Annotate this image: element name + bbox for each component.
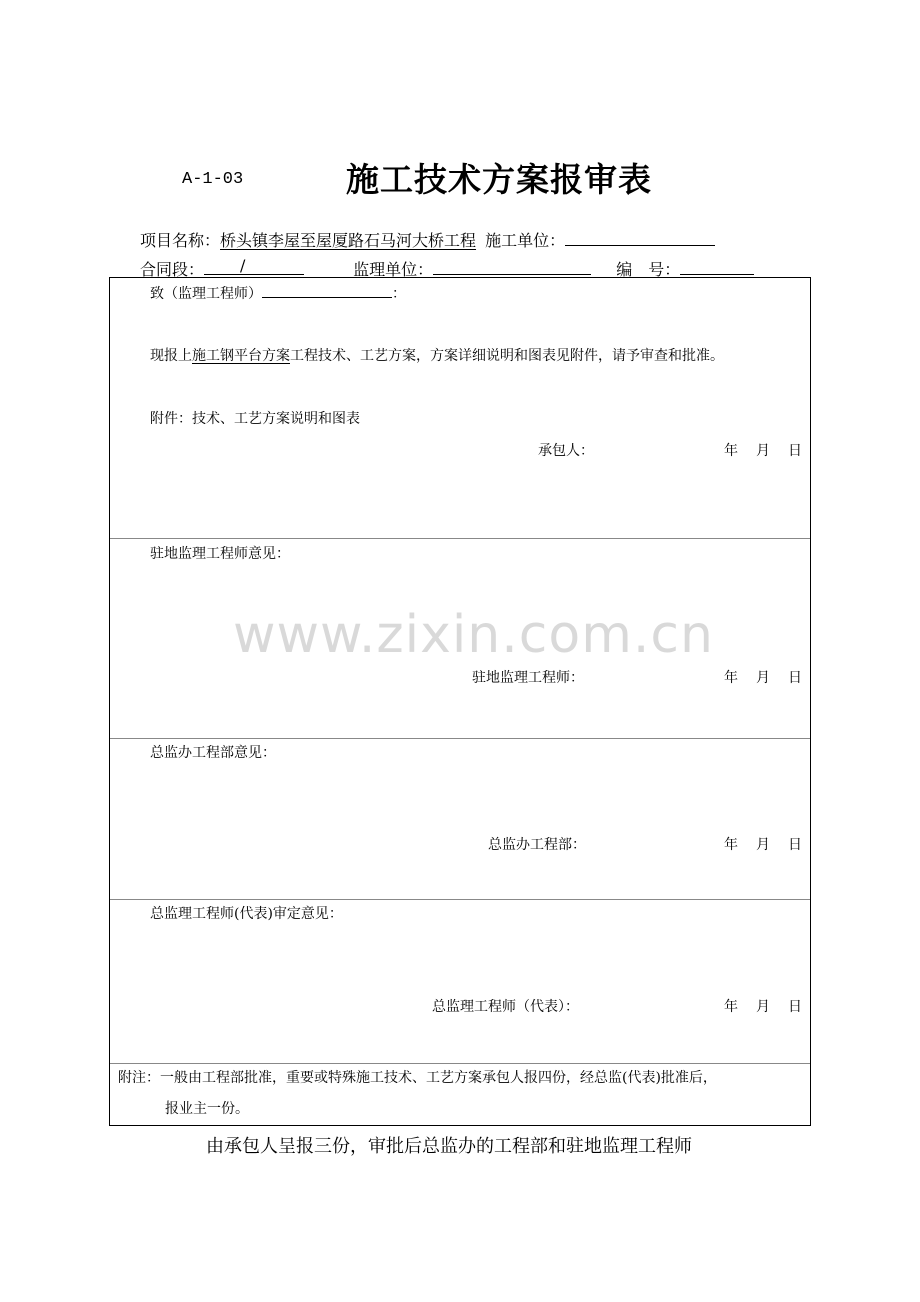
approval-form bbox=[109, 277, 811, 1126]
contractor-sign-label: 承包人： bbox=[538, 443, 594, 459]
office-date bbox=[724, 834, 802, 854]
office-sign-label: 总监办工程部： bbox=[488, 837, 586, 853]
date-month: 月 bbox=[756, 837, 770, 853]
chief-opinion-label: 总监理工程师(代表)审定意见： bbox=[150, 906, 343, 922]
resident-sign-label: 驻地监理工程师： bbox=[472, 670, 584, 686]
report-prefix: 现报上 bbox=[150, 348, 192, 364]
date-day: 日 bbox=[788, 443, 802, 459]
number-blank[interactable] bbox=[680, 258, 754, 275]
contractor-blank[interactable] bbox=[565, 229, 715, 246]
form-code: A-1-03 bbox=[182, 170, 244, 189]
attachment-text: 附件：技术、工艺方案说明和图表 bbox=[150, 411, 360, 427]
date-month: 月 bbox=[756, 670, 770, 686]
project-line bbox=[140, 228, 715, 251]
report-suffix: 工程技术、工艺方案，方案详细说明和图表见附件，请予审查和批准。 bbox=[290, 348, 724, 364]
chief-sign-label: 总监理工程师（代表）： bbox=[432, 999, 579, 1015]
contract-section-blank[interactable] bbox=[204, 258, 304, 275]
report-line bbox=[150, 345, 724, 365]
resident-date bbox=[724, 667, 802, 687]
contractor-label: 施工单位： bbox=[485, 231, 566, 250]
note-line-2: 报业主一份。 bbox=[165, 1101, 249, 1117]
resident-opinion-label: 驻地监理工程师意见： bbox=[150, 546, 290, 562]
section-submission bbox=[110, 278, 810, 539]
date-day: 日 bbox=[788, 999, 802, 1015]
to-line bbox=[150, 283, 406, 303]
contract-section-value: / bbox=[240, 256, 246, 275]
to-suffix: ： bbox=[392, 286, 406, 302]
supervisor-unit-blank[interactable] bbox=[433, 258, 591, 275]
office-opinion-label: 总监办工程部意见： bbox=[150, 745, 276, 761]
note-line-1: 附注：一般由工程部批准，重要或特殊施工技术、工艺方案承包人报四份，经总监(代表)批准后， bbox=[118, 1070, 717, 1086]
project-name: 桥头镇李屋至屋厦路石马河大桥工程 bbox=[220, 231, 477, 250]
date-month: 月 bbox=[756, 999, 770, 1015]
contract-section-label: 合同段： bbox=[140, 260, 205, 279]
watermark: www.zixin.com.cn bbox=[233, 605, 714, 665]
chief-date bbox=[724, 996, 802, 1016]
date-year: 年 bbox=[724, 670, 738, 686]
section-office bbox=[110, 738, 810, 900]
date-year: 年 bbox=[724, 443, 738, 459]
date-day: 日 bbox=[788, 837, 802, 853]
to-label: 致（监理工程师） bbox=[150, 286, 262, 302]
date-day: 日 bbox=[788, 670, 802, 686]
date-month: 月 bbox=[756, 443, 770, 459]
report-subject: 施工钢平台方案 bbox=[192, 348, 290, 364]
footer-text: 由承包人呈报三份，审批后总监办的工程部和驻地监理工程师 bbox=[206, 1136, 692, 1157]
contractor-date bbox=[724, 440, 802, 460]
date-year: 年 bbox=[724, 999, 738, 1015]
supervisor-unit-label: 监理单位： bbox=[353, 260, 434, 279]
project-label: 项目名称： bbox=[140, 231, 221, 250]
section-chief bbox=[110, 899, 810, 1064]
section-note bbox=[110, 1063, 810, 1127]
date-year: 年 bbox=[724, 837, 738, 853]
page-title: 施工技术方案报审表 bbox=[346, 160, 652, 199]
number-label: 编 号： bbox=[616, 260, 681, 279]
engineer-blank[interactable] bbox=[262, 283, 392, 298]
